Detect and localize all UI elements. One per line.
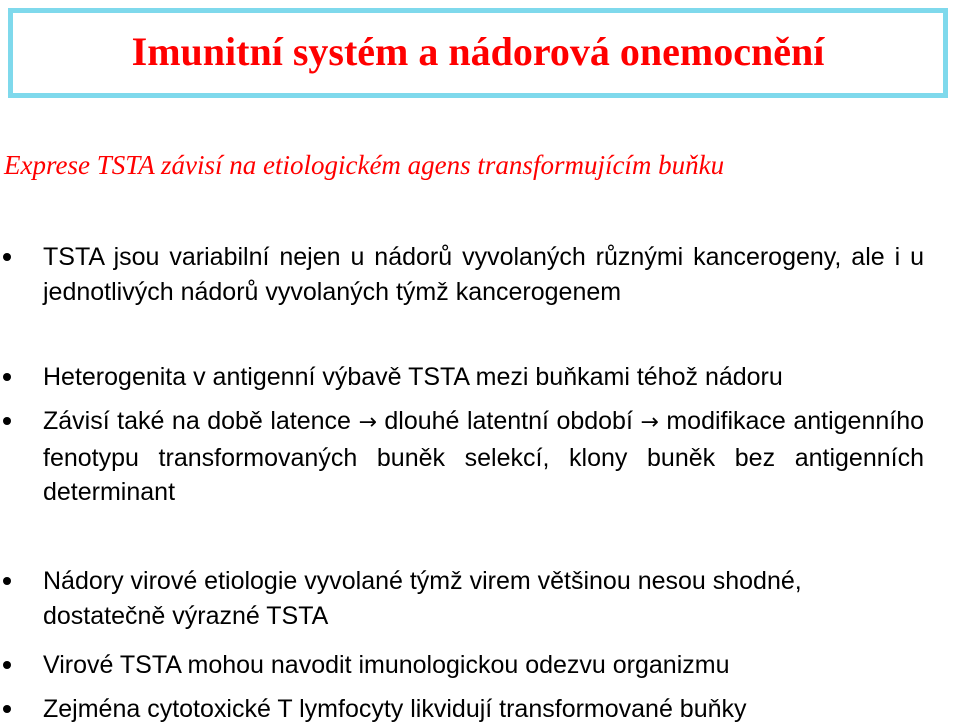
bullet-text: Heterogenita v antigenní výbavě TSTA mezi buňkami téhož nádoru	[43, 363, 783, 391]
bullet-dot-icon	[3, 661, 11, 669]
right-arrow-icon: →	[358, 410, 377, 435]
bullet-text-part: Závisí také na době latence	[43, 407, 351, 435]
bullet-text	[43, 404, 924, 510]
title-box	[8, 8, 948, 98]
bullet-text: Nádory virové etiologie vyvolané týmž virem většinou nesou shodné, dostatečně výrazné TSTA	[43, 567, 802, 630]
bullet-dot-icon	[3, 577, 11, 585]
bullet-dot-icon	[3, 417, 11, 425]
bullet-dot-icon	[3, 253, 11, 261]
bullet-text: Virové TSTA mohou navodit imunologickou odezvu organizmu	[43, 651, 730, 679]
slide-title: Imunitní systém a nádorová onemocnění	[131, 28, 825, 74]
bullet-text-part: modifikace antigenního fenotypu transformovaných buněk selekcí, klony buněk bez antigenních determinant	[43, 407, 925, 506]
slide-subtitle: Exprese TSTA závisí na etiologickém agens transformujícím buňku	[4, 150, 725, 180]
bullet-dot-icon	[3, 705, 11, 713]
bullet-text: TSTA jsou variabilní nejen u nádorů vyvolaných různými kancerogeny, ale i u jednotlivých nádorů vyvolaných týmž kancerogenem	[43, 243, 924, 306]
bullet-dot-icon	[3, 373, 11, 381]
bullet-text: Zejména cytotoxické T lymfocyty likvidují transformované buňky	[43, 695, 747, 723]
right-arrow-icon: →	[640, 410, 659, 435]
bullet-text-part: dlouhé latentní období	[384, 407, 633, 435]
